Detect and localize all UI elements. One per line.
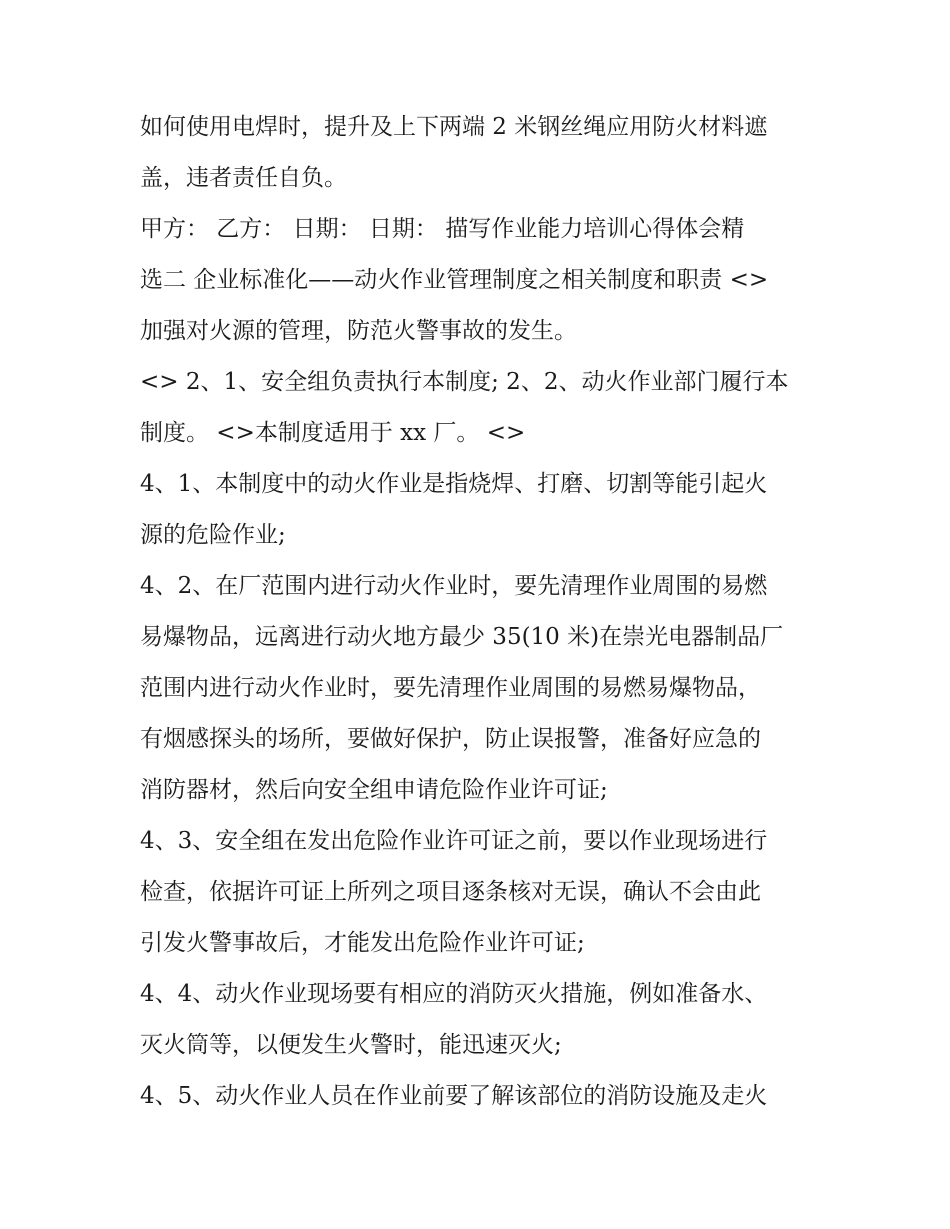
- text-line: 加强对火源的管理，防范火警事故的发生。: [140, 318, 577, 344]
- text-line: 4、2、在厂范围内进行动火作业时，要先清理作业周围的易燃: [140, 573, 768, 599]
- text-line: 制度。 <>本制度适用于 xx 厂。 <>: [140, 420, 526, 446]
- text-line: 4、5、动火作业人员在作业前要了解该部位的消防设施及走火: [140, 1083, 768, 1109]
- text-line: 选二 企业标准化——动火作业管理制度之相关制度和职责 <>: [140, 267, 769, 293]
- text-line: 范围内进行动火作业时，要先清理作业周围的易燃易爆物品，: [140, 675, 761, 701]
- text-line: 检查，依据许可证上所列之项目逐条核对无误，确认不会由此: [140, 879, 761, 905]
- text-line: 易爆物品，远离进行动火地方最少 35(10 米)在崇光电器制品厂: [140, 624, 784, 650]
- text-line: 4、3、安全组在发出危险作业许可证之前，要以作业现场进行: [140, 828, 768, 854]
- text-line: 甲方： 乙方： 日期： 日期： 描写作业能力培训心得体会精: [140, 216, 745, 242]
- text-line: 4、1、本制度中的动火作业是指烧焊、打磨、切割等能引起火: [140, 471, 768, 497]
- text-line: 源的危险作业;: [140, 522, 286, 548]
- document-body: [140, 102, 820, 1122]
- text-line: 4、4、动火作业现场要有相应的消防灭火措施，例如准备水、: [140, 981, 768, 1007]
- text-line: 有烟感探头的场所，要做好保护，防止误报警，准备好应急的: [140, 726, 761, 752]
- text-line: 消防器材，然后向安全组申请危险作业许可证;: [140, 777, 608, 803]
- text-line: <> 2、1、安全组负责执行本制度; 2、2、动火作业部门履行本: [140, 369, 789, 395]
- text-line: 如何使用电焊时，提升及上下两端 2 米钢丝绳应用防火材料遮: [140, 114, 768, 140]
- text-line: 盖，违者责任自负。: [140, 165, 347, 191]
- text-line: 灭火筒等，以便发生火警时，能迅速灭火;: [140, 1032, 562, 1058]
- text-line: 引发火警事故后，才能发出危险作业许可证;: [140, 930, 585, 956]
